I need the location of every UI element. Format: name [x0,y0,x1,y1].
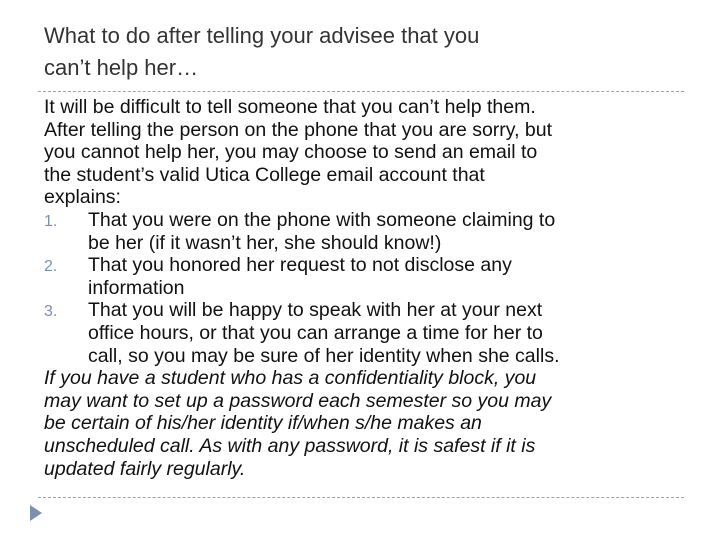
slide-body [44,96,684,480]
footer-divider [38,497,684,498]
closing-line: be certain of his/her identity if/when s/he makes an [44,412,482,435]
closing-line: updated fairly regularly. [44,457,246,480]
title-divider [38,91,684,92]
list-number: 1. [44,212,58,230]
list-item-line: That you honored her request to not disclose any [88,254,512,277]
intro-line: It will be difficult to tell someone that you can’t help them. [44,96,536,118]
slide-title [44,20,684,84]
intro-paragraph [44,96,684,209]
list-item-line: office hours, or that you can arrange a time for her to [88,321,543,344]
list-item-line: information [88,276,185,299]
closing-line: may want to set up a password each semester so you may [44,389,552,412]
list-item [44,209,684,254]
list-item [44,299,684,367]
list-item-line: call, so you may be sure of her identity when she calls. [88,344,560,367]
title-line: What to do after telling your advisee that you [44,23,480,48]
intro-line: explains: [44,186,121,209]
intro-line: you cannot help her, you may choose to send an email to [44,141,538,164]
list-item-line: That you will be happy to speak with her at your next [88,299,543,322]
intro-line: After telling the person on the phone that you are sorry, but [44,118,553,141]
triangle-bullet-icon [30,505,42,521]
list-item-line: That you were on the phone with someone claiming to [88,208,556,231]
closing-paragraph [44,367,684,480]
title-line: can’t help her… [44,55,199,80]
intro-line: the student’s valid Utica College email account that [44,163,485,186]
list-item [44,254,684,299]
closing-line: If you have a student who has a confidentiality block, you [44,367,537,390]
list-number: 3. [44,303,58,321]
closing-line: unscheduled call. As with any password, it is safest if it is [44,434,536,457]
numbered-list [44,209,684,367]
list-number: 2. [44,258,58,276]
list-item-line: be her (if it wasn’t her, she should know!) [88,231,442,254]
